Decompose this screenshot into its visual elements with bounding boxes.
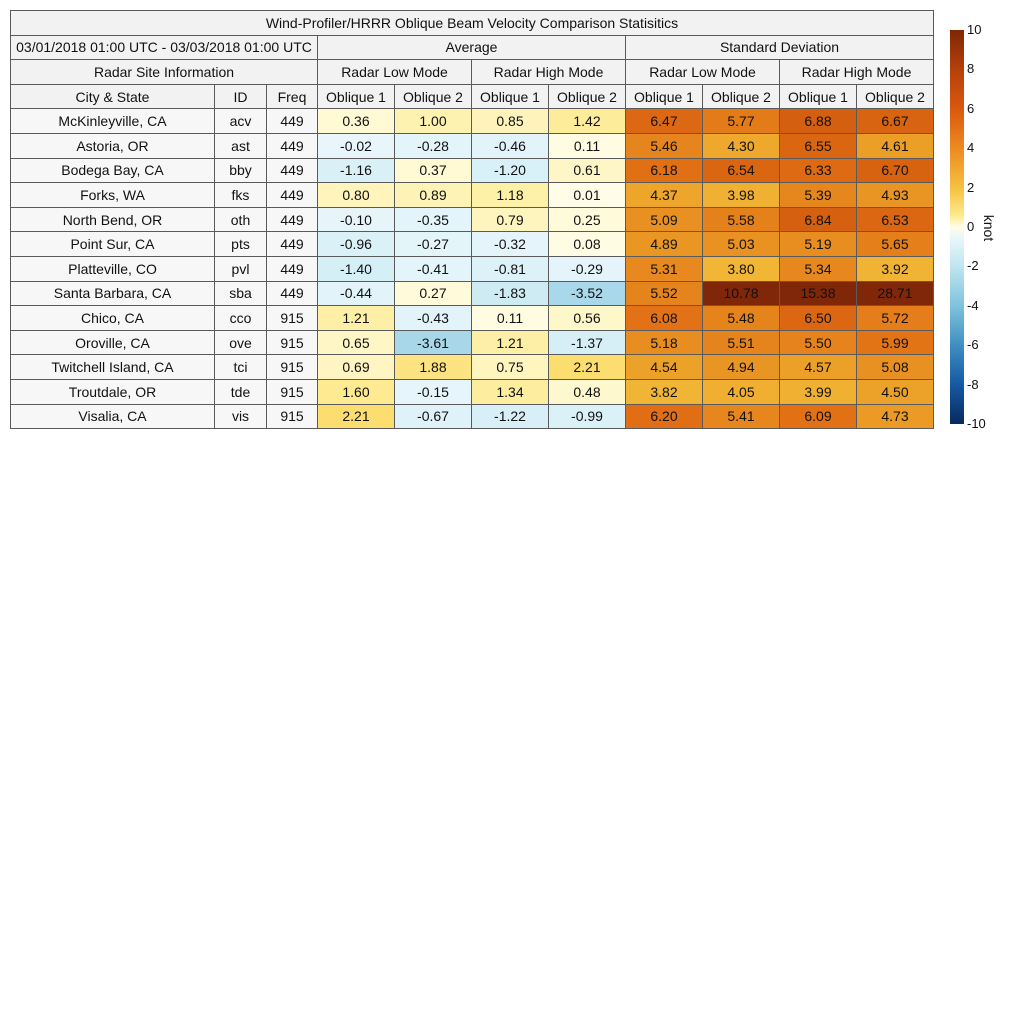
std-value-cell: 4.50 <box>857 379 934 404</box>
table-row <box>11 109 934 134</box>
std-value-cell: 4.30 <box>703 133 780 158</box>
avg-value-cell: -0.02 <box>318 133 395 158</box>
site-freq: 915 <box>267 330 318 355</box>
site-city: Bodega Bay, CA <box>11 158 215 183</box>
avg-value-cell: -0.96 <box>318 232 395 257</box>
table-row <box>11 355 934 380</box>
avg-value-cell: 1.21 <box>318 306 395 331</box>
avg-value-cell: -0.15 <box>395 379 472 404</box>
colorbar-unit-label: knot <box>981 214 998 242</box>
std-value-cell: 4.73 <box>857 404 934 429</box>
site-id: sba <box>215 281 267 306</box>
avg-value-cell: 0.89 <box>395 183 472 208</box>
site-city: McKinleyville, CA <box>11 109 215 134</box>
table-row <box>11 133 934 158</box>
colorbar-tick-label: -8 <box>967 376 979 392</box>
std-value-cell: 6.08 <box>626 306 703 331</box>
mode-header: Radar Low Mode <box>626 60 780 85</box>
avg-value-cell: 1.34 <box>472 379 549 404</box>
std-value-cell: 5.34 <box>780 256 857 281</box>
colorbar-tick-label: -4 <box>967 297 979 313</box>
std-value-cell: 5.08 <box>857 355 934 380</box>
std-value-cell: 4.61 <box>857 133 934 158</box>
std-value-cell: 5.65 <box>857 232 934 257</box>
std-value-cell: 6.50 <box>780 306 857 331</box>
column-header: City & State <box>11 84 215 109</box>
std-value-cell: 5.39 <box>780 183 857 208</box>
site-freq: 449 <box>267 256 318 281</box>
avg-value-cell: -0.43 <box>395 306 472 331</box>
column-header: Oblique 2 <box>549 84 626 109</box>
std-value-cell: 3.99 <box>780 379 857 404</box>
table-row <box>11 158 934 183</box>
std-value-cell: 6.70 <box>857 158 934 183</box>
colorbar-tick-label: -2 <box>967 258 979 274</box>
std-value-cell: 4.57 <box>780 355 857 380</box>
avg-value-cell: 0.27 <box>395 281 472 306</box>
site-freq: 449 <box>267 232 318 257</box>
site-freq: 449 <box>267 158 318 183</box>
std-value-cell: 4.94 <box>703 355 780 380</box>
avg-value-cell: 0.56 <box>549 306 626 331</box>
site-id: fks <box>215 183 267 208</box>
std-value-cell: 10.78 <box>703 281 780 306</box>
group-average: Average <box>318 35 626 60</box>
column-header: Oblique 2 <box>703 84 780 109</box>
site-city: North Bend, OR <box>11 207 215 232</box>
avg-value-cell: 0.11 <box>549 133 626 158</box>
table-row <box>11 183 934 208</box>
avg-value-cell: -1.16 <box>318 158 395 183</box>
column-header: Oblique 2 <box>395 84 472 109</box>
avg-value-cell: 0.11 <box>472 306 549 331</box>
avg-value-cell: 2.21 <box>549 355 626 380</box>
std-value-cell: 6.47 <box>626 109 703 134</box>
colorbar-tick-label: 2 <box>967 179 975 195</box>
colorbar-tick-label: -10 <box>967 416 986 431</box>
avg-value-cell: -0.44 <box>318 281 395 306</box>
std-value-cell: 5.58 <box>703 207 780 232</box>
avg-value-cell: -1.83 <box>472 281 549 306</box>
column-header: Oblique 1 <box>780 84 857 109</box>
avg-value-cell: -3.61 <box>395 330 472 355</box>
site-city: Point Sur, CA <box>11 232 215 257</box>
avg-value-cell: -1.37 <box>549 330 626 355</box>
column-header: Oblique 1 <box>626 84 703 109</box>
std-value-cell: 3.80 <box>703 256 780 281</box>
std-value-cell: 5.03 <box>703 232 780 257</box>
std-value-cell: 4.54 <box>626 355 703 380</box>
avg-value-cell: -0.46 <box>472 133 549 158</box>
table-title: Wind-Profiler/HRRR Oblique Beam Velocity Comparison Statisitics <box>11 11 934 36</box>
mode-header: Radar High Mode <box>780 60 934 85</box>
avg-value-cell: 0.48 <box>549 379 626 404</box>
std-value-cell: 3.98 <box>703 183 780 208</box>
avg-value-cell: 1.21 <box>472 330 549 355</box>
site-id: ove <box>215 330 267 355</box>
avg-value-cell: -0.32 <box>472 232 549 257</box>
site-city: Forks, WA <box>11 183 215 208</box>
column-header: Oblique 1 <box>472 84 549 109</box>
std-value-cell: 5.19 <box>780 232 857 257</box>
std-value-cell: 6.33 <box>780 158 857 183</box>
std-value-cell: 5.41 <box>703 404 780 429</box>
colorbar-gradient <box>950 30 964 424</box>
avg-value-cell: -0.35 <box>395 207 472 232</box>
avg-value-cell: 0.65 <box>318 330 395 355</box>
column-header: Freq <box>267 84 318 109</box>
avg-value-cell: 0.80 <box>318 183 395 208</box>
table-row <box>11 232 934 257</box>
std-value-cell: 5.52 <box>626 281 703 306</box>
site-info-header: Radar Site Information <box>11 60 318 85</box>
site-city: Twitchell Island, CA <box>11 355 215 380</box>
site-freq: 449 <box>267 207 318 232</box>
site-id: pvl <box>215 256 267 281</box>
colorbar-tick-label: 6 <box>967 100 975 116</box>
std-value-cell: 4.05 <box>703 379 780 404</box>
avg-value-cell: -0.28 <box>395 133 472 158</box>
std-value-cell: 6.88 <box>780 109 857 134</box>
avg-value-cell: 0.01 <box>549 183 626 208</box>
site-id: oth <box>215 207 267 232</box>
site-freq: 449 <box>267 133 318 158</box>
column-header: Oblique 1 <box>318 84 395 109</box>
std-value-cell: 4.93 <box>857 183 934 208</box>
date-range: 03/01/2018 01:00 UTC - 03/03/2018 01:00 UTC <box>11 35 318 60</box>
avg-value-cell: 0.08 <box>549 232 626 257</box>
std-value-cell: 5.72 <box>857 306 934 331</box>
avg-value-cell: -0.10 <box>318 207 395 232</box>
avg-value-cell: -1.20 <box>472 158 549 183</box>
site-id: cco <box>215 306 267 331</box>
avg-value-cell: 1.88 <box>395 355 472 380</box>
avg-value-cell: -0.29 <box>549 256 626 281</box>
avg-value-cell: -0.27 <box>395 232 472 257</box>
site-id: vis <box>215 404 267 429</box>
std-value-cell: 28.71 <box>857 281 934 306</box>
table-row <box>11 404 934 429</box>
avg-value-cell: 1.42 <box>549 109 626 134</box>
avg-value-cell: 0.75 <box>472 355 549 380</box>
std-value-cell: 6.53 <box>857 207 934 232</box>
std-value-cell: 4.89 <box>626 232 703 257</box>
std-value-cell: 4.37 <box>626 183 703 208</box>
avg-value-cell: -1.40 <box>318 256 395 281</box>
site-city: Platteville, CO <box>11 256 215 281</box>
std-value-cell: 6.18 <box>626 158 703 183</box>
site-freq: 449 <box>267 281 318 306</box>
site-city: Astoria, OR <box>11 133 215 158</box>
std-value-cell: 5.99 <box>857 330 934 355</box>
site-freq: 915 <box>267 379 318 404</box>
table-row <box>11 281 934 306</box>
site-id: tci <box>215 355 267 380</box>
mode-header: Radar Low Mode <box>318 60 472 85</box>
avg-value-cell: -0.41 <box>395 256 472 281</box>
std-value-cell: 3.92 <box>857 256 934 281</box>
colorbar-tick-label: -6 <box>967 337 979 353</box>
std-value-cell: 6.55 <box>780 133 857 158</box>
std-value-cell: 6.09 <box>780 404 857 429</box>
colorbar-tick-label: 8 <box>967 61 975 77</box>
avg-value-cell: 0.85 <box>472 109 549 134</box>
std-value-cell: 5.31 <box>626 256 703 281</box>
table-row <box>11 306 934 331</box>
group-std-dev: Standard Deviation <box>626 35 934 60</box>
colorbar-tick-label: 0 <box>967 219 975 234</box>
colorbar-tick-label: 10 <box>967 22 982 37</box>
avg-value-cell: -0.99 <box>549 404 626 429</box>
avg-value-cell: 0.25 <box>549 207 626 232</box>
site-city: Visalia, CA <box>11 404 215 429</box>
avg-value-cell: -0.81 <box>472 256 549 281</box>
std-value-cell: 6.54 <box>703 158 780 183</box>
column-header: Oblique 2 <box>857 84 934 109</box>
site-city: Chico, CA <box>11 306 215 331</box>
avg-value-cell: 0.37 <box>395 158 472 183</box>
std-value-cell: 5.09 <box>626 207 703 232</box>
avg-value-cell: -0.67 <box>395 404 472 429</box>
avg-value-cell: 2.21 <box>318 404 395 429</box>
table-row <box>11 379 934 404</box>
mode-header: Radar High Mode <box>472 60 626 85</box>
site-id: bby <box>215 158 267 183</box>
std-value-cell: 5.50 <box>780 330 857 355</box>
std-value-cell: 6.20 <box>626 404 703 429</box>
site-freq: 915 <box>267 355 318 380</box>
std-value-cell: 6.84 <box>780 207 857 232</box>
table-row <box>11 330 934 355</box>
comparison-table <box>10 10 934 429</box>
site-id: acv <box>215 109 267 134</box>
std-value-cell: 5.77 <box>703 109 780 134</box>
std-value-cell: 15.38 <box>780 281 857 306</box>
site-city: Santa Barbara, CA <box>11 281 215 306</box>
std-value-cell: 5.51 <box>703 330 780 355</box>
avg-value-cell: -3.52 <box>549 281 626 306</box>
site-freq: 915 <box>267 404 318 429</box>
std-value-cell: 5.18 <box>626 330 703 355</box>
site-id: tde <box>215 379 267 404</box>
avg-value-cell: 1.18 <box>472 183 549 208</box>
colorbar-tick-label: 4 <box>967 140 975 156</box>
site-id: pts <box>215 232 267 257</box>
avg-value-cell: 0.69 <box>318 355 395 380</box>
site-id: ast <box>215 133 267 158</box>
avg-value-cell: 1.60 <box>318 379 395 404</box>
table-row <box>11 256 934 281</box>
colorbar <box>950 30 964 424</box>
table-row <box>11 207 934 232</box>
avg-value-cell: -1.22 <box>472 404 549 429</box>
site-freq: 449 <box>267 109 318 134</box>
site-city: Oroville, CA <box>11 330 215 355</box>
site-freq: 449 <box>267 183 318 208</box>
avg-value-cell: 0.61 <box>549 158 626 183</box>
avg-value-cell: 0.79 <box>472 207 549 232</box>
std-value-cell: 3.82 <box>626 379 703 404</box>
avg-value-cell: 0.36 <box>318 109 395 134</box>
std-value-cell: 5.46 <box>626 133 703 158</box>
avg-value-cell: 1.00 <box>395 109 472 134</box>
site-freq: 915 <box>267 306 318 331</box>
column-header: ID <box>215 84 267 109</box>
std-value-cell: 5.48 <box>703 306 780 331</box>
std-value-cell: 6.67 <box>857 109 934 134</box>
site-city: Troutdale, OR <box>11 379 215 404</box>
